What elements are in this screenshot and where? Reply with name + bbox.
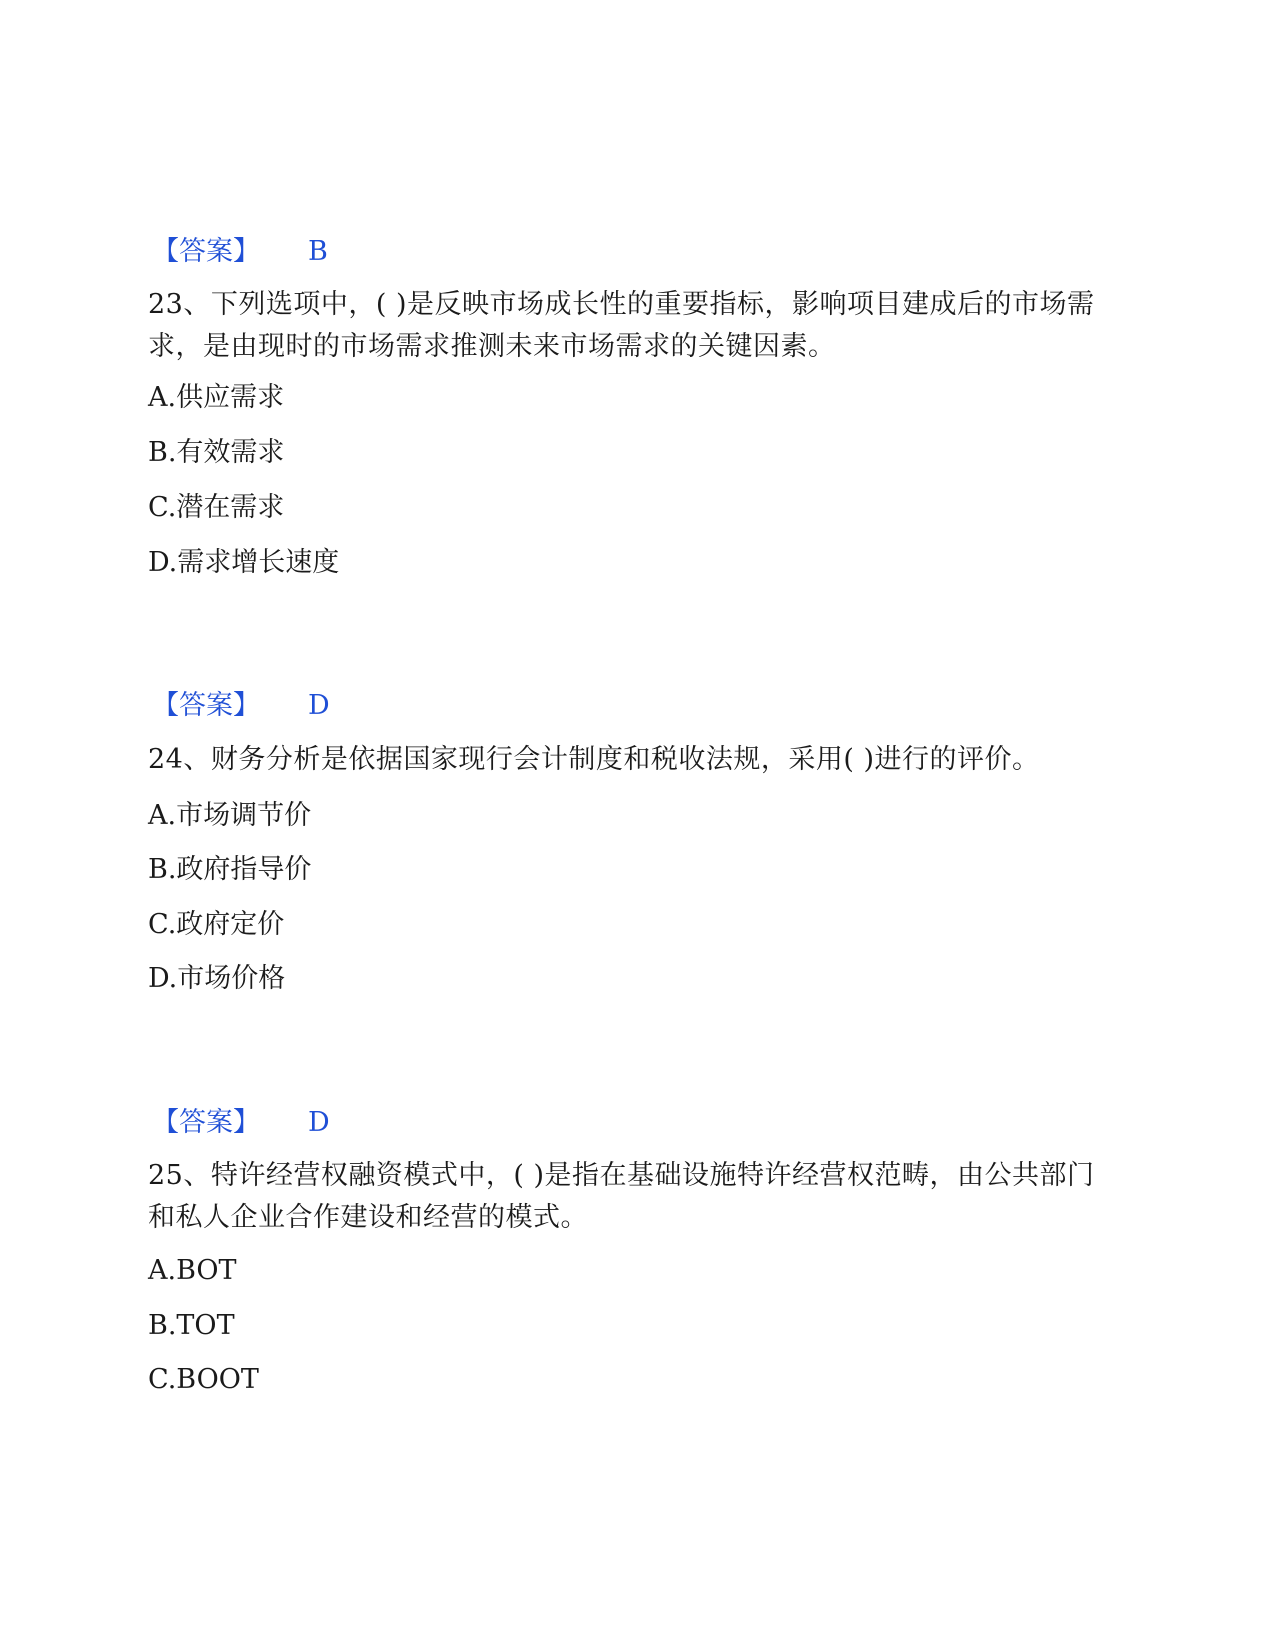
answer-line	[152, 690, 330, 722]
option-d: D.市场价格	[148, 963, 286, 994]
answer-value: B	[308, 236, 328, 267]
question-text: 25、特许经营权融资模式中，( )是指在基础设施特许经营权范畴，由公共部门和私人企业合作建设和经营的模式。	[148, 1160, 1095, 1233]
option-b: B.TOT	[148, 1310, 235, 1341]
answer-line	[152, 236, 328, 268]
option-a: A.市场调节价	[148, 800, 312, 831]
option-d: D.需求增长速度	[148, 547, 340, 578]
option-a: A.BOT	[148, 1255, 237, 1286]
answer-label: 【答案】	[152, 1107, 260, 1138]
answer-label: 【答案】	[152, 236, 260, 267]
option-b: B.政府指导价	[148, 854, 312, 885]
option-a: A.供应需求	[148, 382, 285, 413]
question-text: 24、财务分析是依据国家现行会计制度和税收法规，采用( )进行的评价。	[148, 744, 1040, 775]
answer-line	[152, 1107, 330, 1139]
answer-label: 【答案】	[152, 690, 260, 721]
option-c: C.BOOT	[148, 1364, 259, 1395]
option-b: B.有效需求	[148, 437, 285, 468]
question-text: 23、下列选项中，( )是反映市场成长性的重要指标，影响项目建成后的市场需求，是由现时的市场需求推测未来市场需求的关键因素。	[148, 289, 1095, 362]
option-c: C.政府定价	[148, 909, 285, 940]
answer-value: D	[308, 690, 330, 721]
answer-value: D	[308, 1107, 330, 1138]
option-c: C.潜在需求	[148, 492, 285, 523]
